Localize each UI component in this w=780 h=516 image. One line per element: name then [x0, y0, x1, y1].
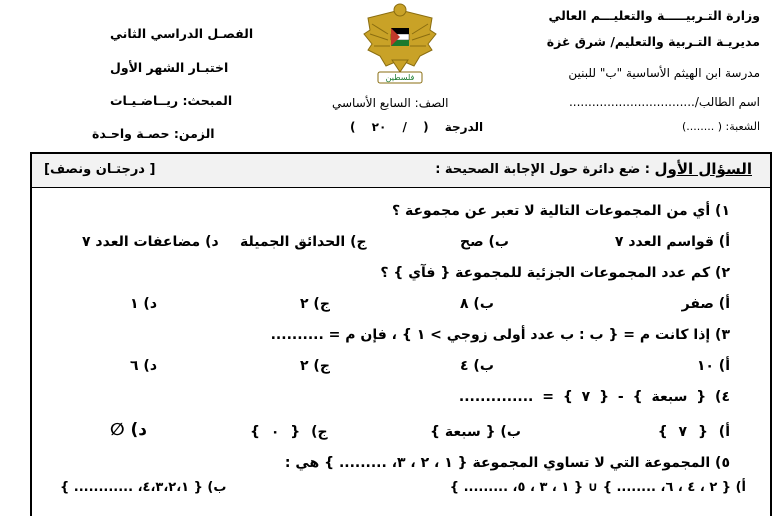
question-5: ٥) المجموعة التي لا تساوي المجموعة { ١ ، ٢ ، ٣، ......... } هي : — [284, 455, 730, 471]
student-name-field: اسم الطالب/................................. — [568, 95, 760, 109]
directorate-name: مديريـة التـربية والتعليم/ شرق غزة — [546, 34, 760, 49]
question-2: ٢) كم عدد المجموعات الجزئية للمجموعة { فآي } ؟ — [380, 265, 730, 281]
ministry-name: وزارة التـربيـــــة والتعليـــم العالي — [548, 8, 760, 23]
q4-option-a[interactable]: أ) { ٧ } — [657, 424, 730, 440]
q3-option-c[interactable]: ج) ٢ — [300, 358, 330, 374]
q3-option-d[interactable]: د) ٦ — [130, 358, 158, 374]
q5-option-a[interactable]: أ) { ٢ ، ٤ ، ٦، ........ } ∪ { ١ ، ٣ ، ٥، ......... } — [449, 480, 746, 495]
semester-label: الفصـل الدراسي الثاني — [110, 26, 254, 41]
exam-label: اختبـار الشهر الأول — [110, 60, 229, 75]
section-title-text: السؤال الأول — [654, 160, 752, 178]
q2-option-a[interactable]: أ) صفر — [681, 296, 730, 312]
score-field: الدرجة ( / ٢٠ ) — [350, 120, 484, 134]
q4-option-d[interactable]: د) ∅ — [110, 420, 147, 440]
q1-option-c[interactable]: ج) الحدائق الجميلة — [240, 234, 367, 250]
q5-option-b[interactable]: ب) { ٤،٣،٢،١، ............ } — [60, 480, 227, 495]
question-1: ١) أي من المجموعات التالية لا تعبر عن مجموعة ؟ — [391, 203, 730, 219]
section-title — [655, 160, 752, 178]
q4-option-b[interactable]: ب) { سبعة } — [430, 424, 521, 440]
q4-option-c[interactable]: ج) { ٠ } — [250, 424, 328, 440]
section-field: الشعبة: ( ........) — [682, 120, 760, 133]
section-instruction: : ضع دائرة حول الإجابة الصحيحة : — [435, 162, 650, 177]
q1-option-a[interactable]: أ) قواسم العدد ٧ — [614, 234, 730, 250]
subject-label: المبحث: ريــاضـيـات — [110, 93, 233, 108]
time-label: الزمن: حصـة واحـدة — [92, 126, 215, 141]
q3-option-a[interactable]: أ) ١٠ — [696, 358, 730, 374]
section-marks: [ درجتـان ونصف] — [44, 162, 156, 177]
q2-option-c[interactable]: ج) ٢ — [300, 296, 330, 312]
q3-option-b[interactable]: ب) ٤ — [460, 358, 494, 374]
q2-option-b[interactable]: ب) ٨ — [460, 296, 494, 312]
palestine-emblem — [360, 0, 440, 86]
q2-option-d[interactable]: د) ١ — [130, 296, 158, 312]
school-name: مدرسة ابن الهيثم الأساسية "ب" للبنين — [568, 66, 760, 80]
grade-label: الصف: السابع الأساسي — [332, 96, 449, 110]
emblem-caption: فلسطين — [385, 73, 415, 82]
question-4: ٤) { سبعة } - { ٧ } = .............. — [458, 389, 730, 405]
q1-option-d[interactable]: د) مضاعفات العدد ٧ — [82, 234, 219, 250]
question-3: ٣) إذا كانت م = { ب : ب عدد أولى زوجي > ١ } ، فإن م = .......... — [270, 327, 730, 343]
q1-option-b[interactable]: ب) صح — [460, 234, 509, 250]
